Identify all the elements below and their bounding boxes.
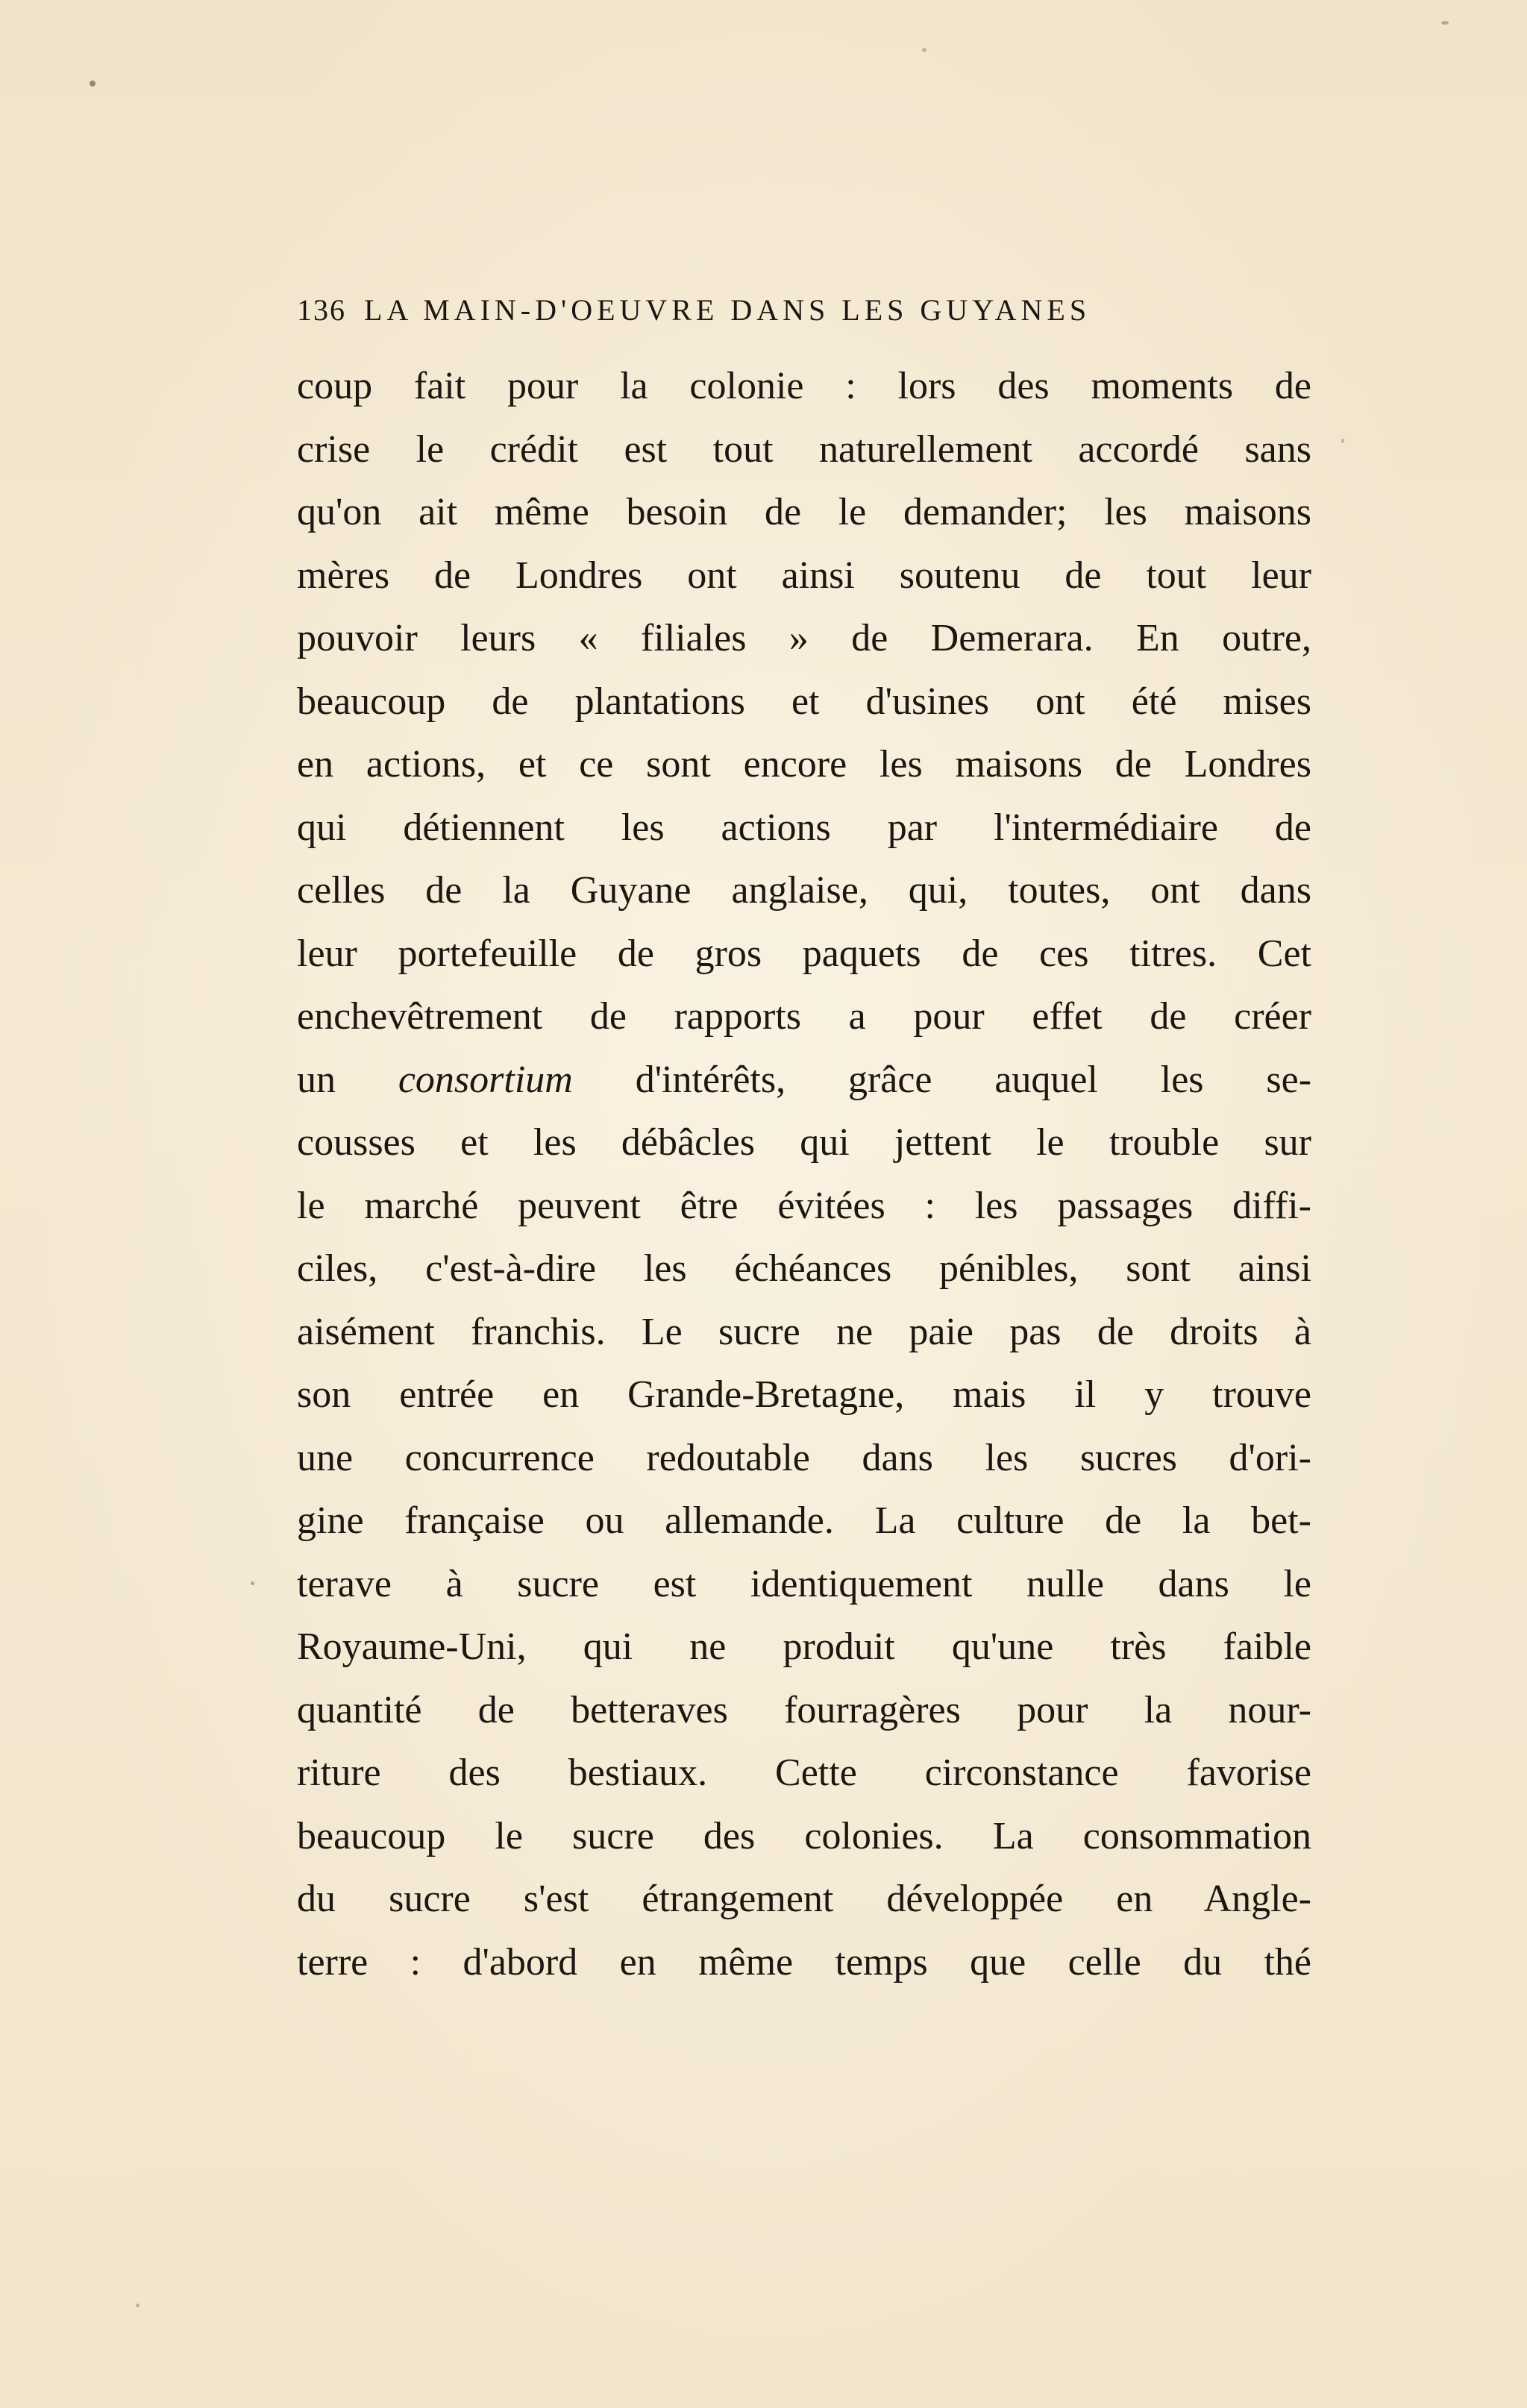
running-header [297, 288, 1311, 333]
paper-speck [746, 1082, 749, 1085]
text-line: son entrée en Grande-Bretagne, mais il y trouve [297, 1373, 1311, 1416]
italic-term: consortium [398, 1058, 573, 1101]
paper-speck [251, 1581, 254, 1585]
text-line: ciles, c'est-à-dire les échéances pénibles, sont ainsi [297, 1247, 1311, 1290]
paper-speck [1441, 21, 1449, 25]
text-line: coup fait pour la colonie : lors des moments de [297, 365, 1311, 407]
text-line: le marché peuvent être évitées : les passages diffi- [297, 1184, 1311, 1227]
text-line: du sucre s'est étrangement développée en Angle- [297, 1878, 1311, 1920]
text-line: une concurrence redoutable dans les sucres d'ori- [297, 1436, 1311, 1479]
paper-speck [90, 81, 95, 87]
paper-speck [922, 48, 926, 52]
text-line: celles de la Guyane anglaise, qui, toutes, ont dans [297, 869, 1311, 912]
text-line: quantité de betteraves fourragères pour la nour- [297, 1688, 1311, 1731]
text-line: crise le crédit est tout naturellement accordé sans [297, 427, 1311, 471]
text-line: beaucoup le sucre des colonies. La consommation [297, 1814, 1311, 1857]
text-line: mères de Londres ont ainsi soutenu de tout leur [297, 554, 1311, 597]
paper-speck [1341, 439, 1344, 443]
text-line: terre : d'abord en même temps que celle du thé [297, 1940, 1311, 1984]
running-head-title: LA MAIN-D'OEUVRE DANS LES GUYANES [364, 293, 1091, 327]
text-line: aisément franchis. Le sucre ne paie pas de droits à [297, 1310, 1311, 1353]
paper-speck [136, 2304, 139, 2307]
text-line: qui détiennent les actions par l'intermédiaire de [297, 806, 1311, 849]
text-line: riture des bestiaux. Cette circonstance favorise [297, 1752, 1311, 1794]
text-line: terave à sucre est identiquement nulle dans le [297, 1562, 1311, 1605]
text-line: leur portefeuille de gros paquets de ces titres. Cet [297, 932, 1311, 975]
text-line: enchevêtrement de rapports a pour effet de créer [297, 995, 1311, 1038]
text-line: cousses et les débâcles qui jettent le trouble sur [297, 1121, 1311, 1164]
body-text [297, 355, 1311, 1994]
text-line: en actions, et ce sont encore les maisons de Londres [297, 743, 1311, 786]
text-line: Royaume-Uni, qui ne produit qu'une très faible [297, 1625, 1311, 1668]
text-fragment: d'intérêts, grâce auquel les se- [635, 1058, 1311, 1101]
page-number: 136 [297, 293, 346, 327]
text-line-with-italic [297, 1049, 1311, 1112]
text-line: qu'on ait même besoin de le demander; les maisons [297, 491, 1311, 533]
text-line: beaucoup de plantations et d'usines ont été mises [297, 680, 1311, 723]
text-line: gine française ou allemande. La culture de la bet- [297, 1499, 1311, 1542]
text-fragment: un [297, 1058, 336, 1101]
text-line: pouvoir leurs « filiales » de Demerara. En outre, [297, 617, 1311, 659]
